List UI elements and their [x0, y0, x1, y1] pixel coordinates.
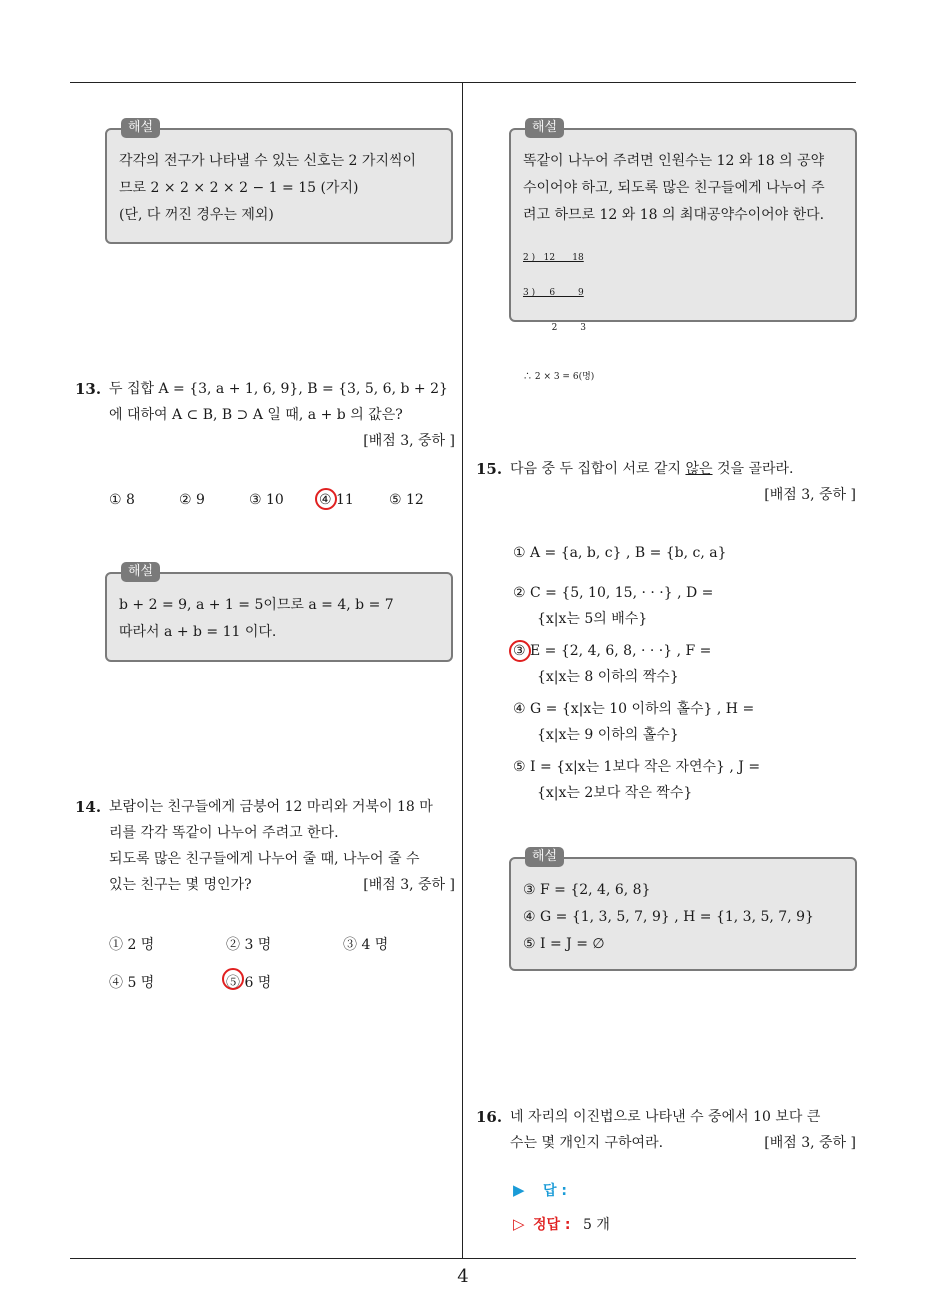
score-label: [배점 3, 중하 ]	[764, 487, 856, 503]
bottom-rule	[70, 1258, 856, 1259]
explanation-tag: 해설	[525, 118, 564, 138]
score-label: [배점 3, 중하 ]	[764, 1135, 856, 1151]
explanation-line: 따라서 a + b = 11 이다.	[119, 624, 277, 640]
option-1[interactable]: ① 8	[109, 492, 135, 508]
answer-circle-mark	[222, 968, 244, 990]
explanation-line: 려고 하므로 12 와 18 의 최대공약수이어야 한다.	[523, 207, 825, 223]
option-4[interactable]: ④ 11	[319, 492, 354, 508]
explanation-line: 수이어야 하고, 되도록 많은 친구들에게 나누어 주	[523, 180, 825, 196]
underlined-word: 않은	[685, 461, 713, 477]
question-text: 리를 각각 똑같이 나누어 주려고 한다.	[109, 825, 339, 841]
correct-answer-label: 정답 :	[533, 1217, 571, 1233]
answer-label: 답 :	[543, 1183, 567, 1199]
score-label: [배점 3, 중하 ]	[363, 433, 455, 449]
explanation-tag: 해설	[121, 562, 160, 582]
explanation-line: b + 2 = 9, a + 1 = 5이므로 a = 4, b = 7	[119, 597, 394, 613]
score-label: [배점 3, 중하 ]	[363, 877, 455, 893]
choice-2[interactable]: ② C = {5, 10, 15, · · ·} , D = {x|x는 5의 배수}	[513, 585, 714, 627]
question-number: 13.	[75, 380, 102, 398]
play-icon: ▶	[513, 1181, 525, 1199]
division-calc	[523, 231, 843, 405]
choice-3[interactable]: ③ E = {2, 4, 6, 8, · · ·} , F = {x|x는 8 이하의 짝수}	[513, 638, 853, 690]
explanation-line: (단, 다 꺼진 경우는 제외)	[119, 207, 274, 223]
question-number: 16.	[476, 1108, 503, 1126]
explanation-box-q14	[509, 120, 857, 382]
option-3[interactable]: ③ 4 명	[343, 937, 389, 953]
question-15	[476, 456, 856, 508]
question-text: 수는 몇 개인지 구하여라.	[510, 1135, 664, 1151]
answer-circle-mark	[315, 488, 337, 510]
page-number: 4	[457, 1266, 469, 1287]
question-16	[476, 1104, 856, 1156]
option-1[interactable]: ① 2 명	[109, 937, 155, 953]
explanation-box-q12	[105, 120, 453, 244]
question-text: 보람이는 친구들에게 금붕어 12 마리와 거북이 18 마	[109, 799, 433, 815]
option-5[interactable]: ⑤ 12	[389, 492, 424, 508]
explanation-line: ④ G = {1, 3, 5, 7, 9} , H = {1, 3, 5, 7, 9}	[523, 909, 814, 925]
explanation-line: 므로 2 × 2 × 2 × 2 − 1 = 15 (가지)	[119, 180, 359, 196]
explanation-line: 똑같이 나누어 주려면 인원수는 12 와 18 의 공약	[523, 153, 825, 169]
choice-1[interactable]: ① A = {a, b, c} , B = {b, c, a}	[513, 545, 727, 561]
choice-5[interactable]: ⑤ I = {x|x는 1보다 작은 자연수} , J = {x|x는 2보다 작은 짝수}	[513, 759, 761, 801]
question-number: 15.	[476, 460, 503, 478]
question-text: 에 대하여 A ⊂ B, B ⊃ A 일 때, a + b 의 값은?	[109, 407, 403, 423]
choice-4[interactable]: ④ G = {x|x는 10 이하의 홀수} , H = {x|x는 9 이하의 홀수}	[513, 701, 755, 743]
question-text: 다음 중 두 집합이 서로 같지 않은 것을 골라라.	[510, 461, 794, 477]
explanation-tag: 해설	[525, 847, 564, 867]
explanation-tag: 해설	[121, 118, 160, 138]
option-2[interactable]: ② 3 명	[226, 937, 272, 953]
calc-line: 2 3	[523, 323, 586, 333]
option-4[interactable]: ④ 5 명	[109, 975, 155, 991]
answer-circle-mark	[509, 640, 531, 662]
answer-row	[513, 1180, 567, 1200]
question-text: 있는 친구는 몇 명인가?	[109, 877, 252, 893]
question-text: 되도록 많은 친구들에게 나누어 줄 때, 나누어 줄 수	[109, 851, 420, 867]
explanation-box-q13	[105, 564, 453, 662]
hollow-play-icon: ▷	[513, 1215, 525, 1233]
question-text: 두 집합 A = {3, a + 1, 6, 9}, B = {3, 5, 6, b + 2}	[109, 381, 448, 397]
top-rule	[70, 82, 856, 83]
correct-answer-value: 5 개	[582, 1217, 610, 1233]
option-2[interactable]: ② 9	[179, 492, 205, 508]
option-5[interactable]: ⑤ 6 명	[226, 975, 272, 991]
question-13	[75, 376, 455, 454]
explanation-line: 각각의 전구가 나타낼 수 있는 신호는 2 가지씩이	[119, 153, 417, 169]
explanation-line: ⑤ I = J = ∅	[523, 936, 605, 952]
question-14	[75, 794, 455, 898]
calc-result: ∴ 2 × 3 = 6(명)	[523, 372, 595, 382]
explanation-box-q15	[509, 849, 857, 971]
correct-answer-row	[513, 1214, 610, 1234]
explanation-line: ③ F = {2, 4, 6, 8}	[523, 882, 651, 898]
calc-line: 2 ) 12 18	[523, 253, 584, 263]
question-number: 14.	[75, 798, 102, 816]
question-text: 네 자리의 이진법으로 나타낸 수 중에서 10 보다 큰	[510, 1109, 821, 1125]
option-3[interactable]: ③ 10	[249, 492, 284, 508]
column-divider	[462, 82, 463, 1258]
calc-line: 3 ) 6 9	[523, 288, 584, 298]
